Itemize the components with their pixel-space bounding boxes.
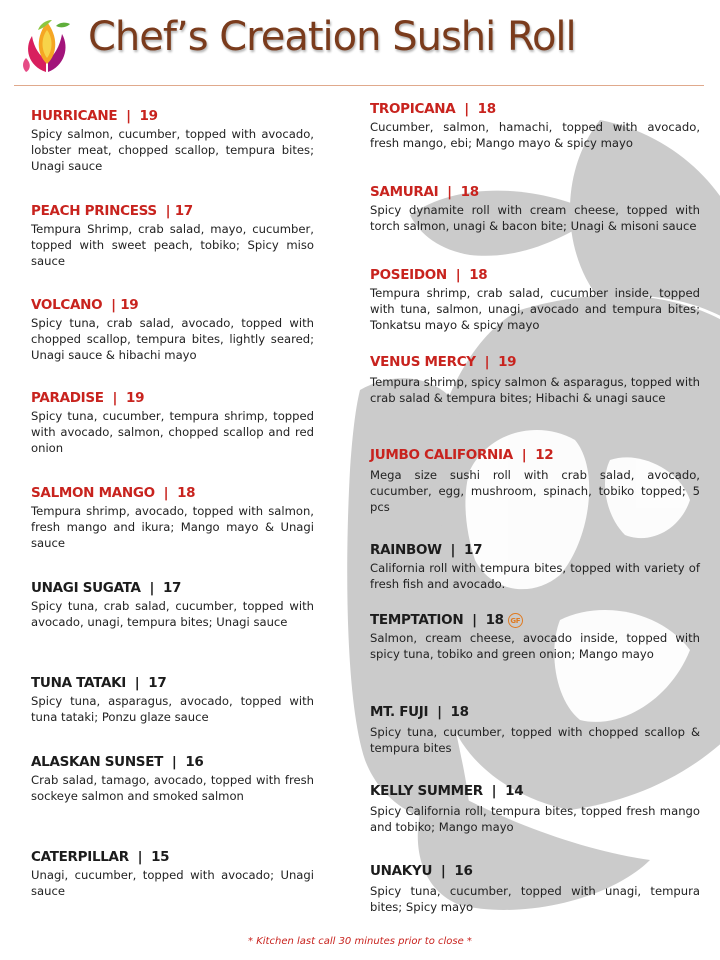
- menu-item-description: Spicy dynamite roll with cream cheese, topped with torch salmon, unagi & bacon bite; Unagi & misoni sauce: [370, 203, 700, 233]
- menu-item-jumbo-california: [370, 447, 700, 515]
- menu-item-description: Spicy salmon, cucumber, topped with avocado, lobster meat, chopped scallop, tempura bites; Unagi sauce: [31, 127, 314, 173]
- menu-item-title: ALASKAN SUNSET | 16: [31, 754, 204, 770]
- menu-item-title: TUNA TATAKI | 17: [31, 675, 167, 691]
- gluten-free-badge-icon: GF: [508, 613, 523, 628]
- menu-item-title: HURRICANE | 19: [31, 108, 158, 124]
- menu-item-venus-mercy: [370, 354, 700, 406]
- menu-item-title: CATERPILLAR | 15: [31, 849, 170, 865]
- menu-item-description: Cucumber, salmon, hamachi, topped with avocado, fresh mango, ebi; Mango mayo & spicy mayo: [370, 120, 700, 150]
- menu-item-title: TROPICANA | 18: [370, 101, 496, 117]
- menu-item-title: PARADISE | 19: [31, 390, 145, 406]
- menu-item-title: MT. FUJI | 18: [370, 704, 469, 720]
- menu-item-title: UNAGI SUGATA | 17: [31, 580, 182, 596]
- menu-item-tuna-tataki: [31, 675, 314, 725]
- menu-item-description: Spicy tuna, cucumber, tempura shrimp, topped with avocado, salmon, chopped scallop and red onion: [31, 409, 314, 455]
- menu-item-description: Spicy tuna, crab salad, avocado, topped with chopped scallop, tempura bites, lightly seared; Unagi sauce & hibachi mayo: [31, 316, 314, 362]
- menu-item-description: Tempura shrimp, crab salad, cucumber inside, topped with tuna, salmon, unagi, avocado and tempura bites; Tonkatsu mayo & spicy mayo: [370, 286, 700, 332]
- menu-item-paradise: [31, 390, 314, 456]
- menu-item-title: TEMPTATION | 18 GF: [370, 612, 700, 628]
- menu-item-description: Spicy tuna, crab salad, cucumber, topped with avocado, unagi, tempura bites; Unagi sauce: [31, 599, 314, 629]
- menu-item-title: POSEIDON | 18: [370, 267, 488, 283]
- menu-item-title: JUMBO CALIFORNIA | 12: [370, 447, 554, 463]
- menu-item-poseidon: [370, 267, 700, 333]
- menu-item-temptation: [370, 612, 700, 662]
- menu-item-description: Spicy California roll, tempura bites, topped fresh mango and tobiko; Mango mayo: [370, 804, 700, 834]
- menu-item-title: SALMON MANGO | 18: [31, 485, 196, 501]
- menu-item-title: VOLCANO | 19: [31, 297, 139, 313]
- menu-item-title: RAINBOW | 17: [370, 542, 483, 558]
- menu-item-kelly-summer: [370, 783, 700, 835]
- menu-item-description: Spicy tuna, cucumber, topped with chopped scallop & tempura bites: [370, 725, 700, 755]
- menu-item-peach-princess: [31, 203, 314, 269]
- menu-item-description: Salmon, cream cheese, avocado inside, topped with spicy tuna, tobiko and green onion; Mango mayo: [370, 631, 700, 661]
- menu-item-description: Crab salad, tamago, avocado, topped with fresh sockeye salmon and smoked salmon: [31, 773, 314, 803]
- menu-item-hurricane: [31, 108, 314, 174]
- menu-item-tropicana: [370, 101, 700, 151]
- page-title: Chef’s Creation Sushi Roll: [88, 14, 576, 60]
- menu-item-mt-fuji: [370, 704, 700, 756]
- menu-item-unagi-sugata: [31, 580, 314, 630]
- lotus-flame-logo-icon: [18, 14, 76, 78]
- menu-item-samurai: [370, 184, 700, 234]
- menu-item-title: PEACH PRINCESS | 17: [31, 203, 193, 219]
- menu-item-description: Spicy tuna, asparagus, avocado, topped with tuna tataki; Ponzu glaze sauce: [31, 694, 314, 724]
- menu-item-description: Tempura Shrimp, crab salad, mayo, cucumber, topped with sweet peach, tobiko; Spicy miso sauce: [31, 222, 314, 268]
- menu-item-description: Mega size sushi roll with crab salad, avocado, cucumber, egg, mushroom, spinach, tobiko topped; 5 pcs: [370, 468, 700, 514]
- kitchen-last-call-note: * Kitchen last call 30 minutes prior to close *: [248, 936, 472, 947]
- menu-item-alaskan-sunset: [31, 754, 314, 804]
- menu-item-description: Unagi, cucumber, topped with avocado; Unagi sauce: [31, 868, 314, 898]
- menu-item-caterpillar: [31, 849, 314, 899]
- menu-item-rainbow: [370, 542, 700, 592]
- menu-item-salmon-mango: [31, 485, 314, 551]
- title-divider: [14, 85, 704, 86]
- menu-item-title: KELLY SUMMER | 14: [370, 783, 524, 799]
- menu-item-volcano: [31, 297, 314, 363]
- menu-item-description: California roll with tempura bites, topped with variety of fresh fish and avocado.: [370, 561, 700, 591]
- menu-item-title: SAMURAI | 18: [370, 184, 479, 200]
- menu-item-description: Spicy tuna, cucumber, topped with unagi, tempura bites; Spicy mayo: [370, 884, 700, 914]
- menu-item-description: Tempura shrimp, spicy salmon & asparagus, topped with crab salad & tempura bites; Hibachi & unagi sauce: [370, 375, 700, 405]
- menu-item-title: VENUS MERCY | 19: [370, 354, 517, 370]
- menu-item-unakyu: [370, 863, 700, 915]
- menu-item-title: UNAKYU | 16: [370, 863, 473, 879]
- menu-item-description: Tempura shrimp, avocado, topped with salmon, fresh mango and ikura; Mango mayo & Unagi sauce: [31, 504, 314, 550]
